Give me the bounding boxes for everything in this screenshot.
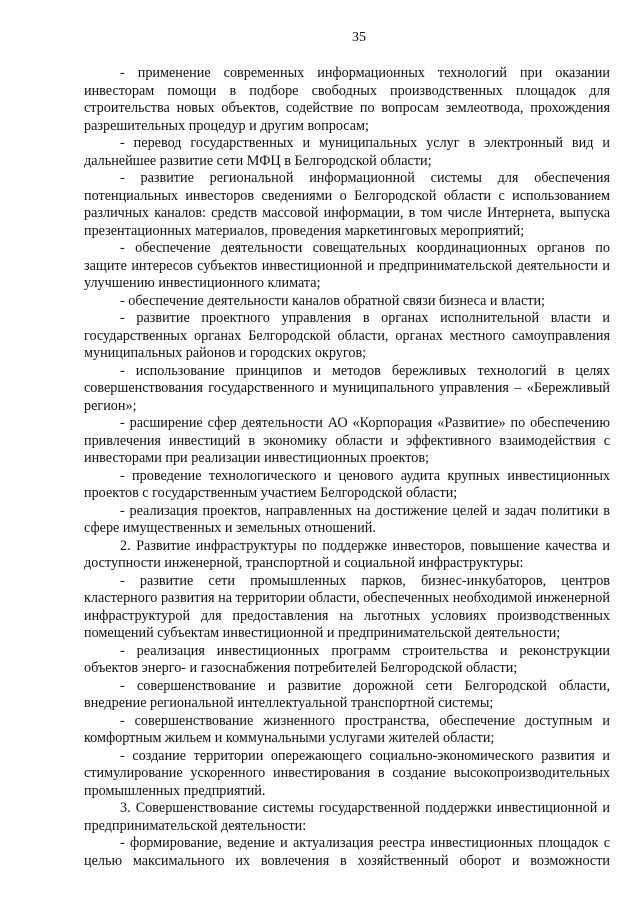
page-number: 35 [352,30,366,45]
paragraph: - реализация инвестиционных программ строительства и реконструкции объектов энерго- и газоснабжения потребителей Белгородской области; [84,642,610,676]
paragraph: - применение современных информационных технологий при оказании инвесторам помощи в подборе свободных производственных площадок для строительства новых объектов, содействие по вопросам землеотвода, прохождения разрешительных процедур и другим вопросам; [84,65,610,134]
paragraph: - развитие проектного управления в органах исполнительной власти и государственных органах Белгородской области, органах местного самоуправления муниципальных районов и городских округов; [84,310,610,361]
paragraph: - формирование, ведение и актуализация реестра инвестиционных площадок с целью максимального их вовлечения в хозяйственный оборот и возможности [84,835,610,869]
paragraph: - использование принципов и методов бережливых технологий в целях совершенствования государственного и муниципального управления – «Бережливый регион»; [84,362,610,414]
section-heading-paragraph: 3. Совершенствование системы государственной поддержки инвестиционной и предпринимательской деятельности: [84,800,610,834]
paragraph: - совершенствование и развитие дорожной сети Белгородской области, внедрение региональной интеллектуальной транспортной системы; [84,677,610,711]
paragraph: - совершенствование жизненного пространства, обеспечение доступным и комфортным жильем и коммунальными услугами жителей области; [84,712,610,746]
paragraph: - расширение сфер деятельности АО «Корпорация «Развитие» по обеспечению привлечения инвестиций в экономику области и эффективного взаимодействия с инвесторами при реализации инвестиционных проектов; [84,415,610,466]
section-heading-paragraph: 2. Развитие инфраструктуры по поддержке инвесторов, повышение качества и доступности инженерной, транспортной и социальной инфраструктуры: [84,537,610,571]
paragraph: - развитие региональной информационной системы для обеспечения потенциальных инвесторов сведениями о Белгородской области с использованием различных каналов: средств массовой информации, в том числе Интернета, выпуска презентационных материалов, проведения маркетинговых мероприятий; [84,170,610,239]
paragraph: - проведение технологического и ценового аудита крупных инвестиционных проектов с государственным участием Белгородской области; [84,467,610,501]
document-body [84,65,610,870]
paragraph: - развитие сети промышленных парков, бизнес-инкубаторов, центров кластерного развития на территории области, обеспеченных необходимой инженерной инфраструктурой для предоставления на льготных условиях производственных помещений субъектам инвестиционной и предпринимательской деятельности; [84,572,610,641]
paragraph: - реализация проектов, направленных на достижение целей и задач политики в сфере имущественных и земельных отношений. [84,502,610,536]
paragraph: - обеспечение деятельности каналов обратной связи бизнеса и власти; [120,292,545,309]
paragraph: - обеспечение деятельности совещательных координационных органов по защите интересов субъектов инвестиционной и предпринимательской деятельности и улучшению инвестиционного климата; [84,240,610,291]
paragraph: - перевод государственных и муниципальных услуг в электронный вид и дальнейшее развитие сети МФЦ в Белгородской области; [84,135,610,169]
paragraph: - создание территории опережающего социально-экономического развития и стимулирование ускоренного инвестирования в создание высокопроизводительных промышленных предприятий. [84,747,610,799]
